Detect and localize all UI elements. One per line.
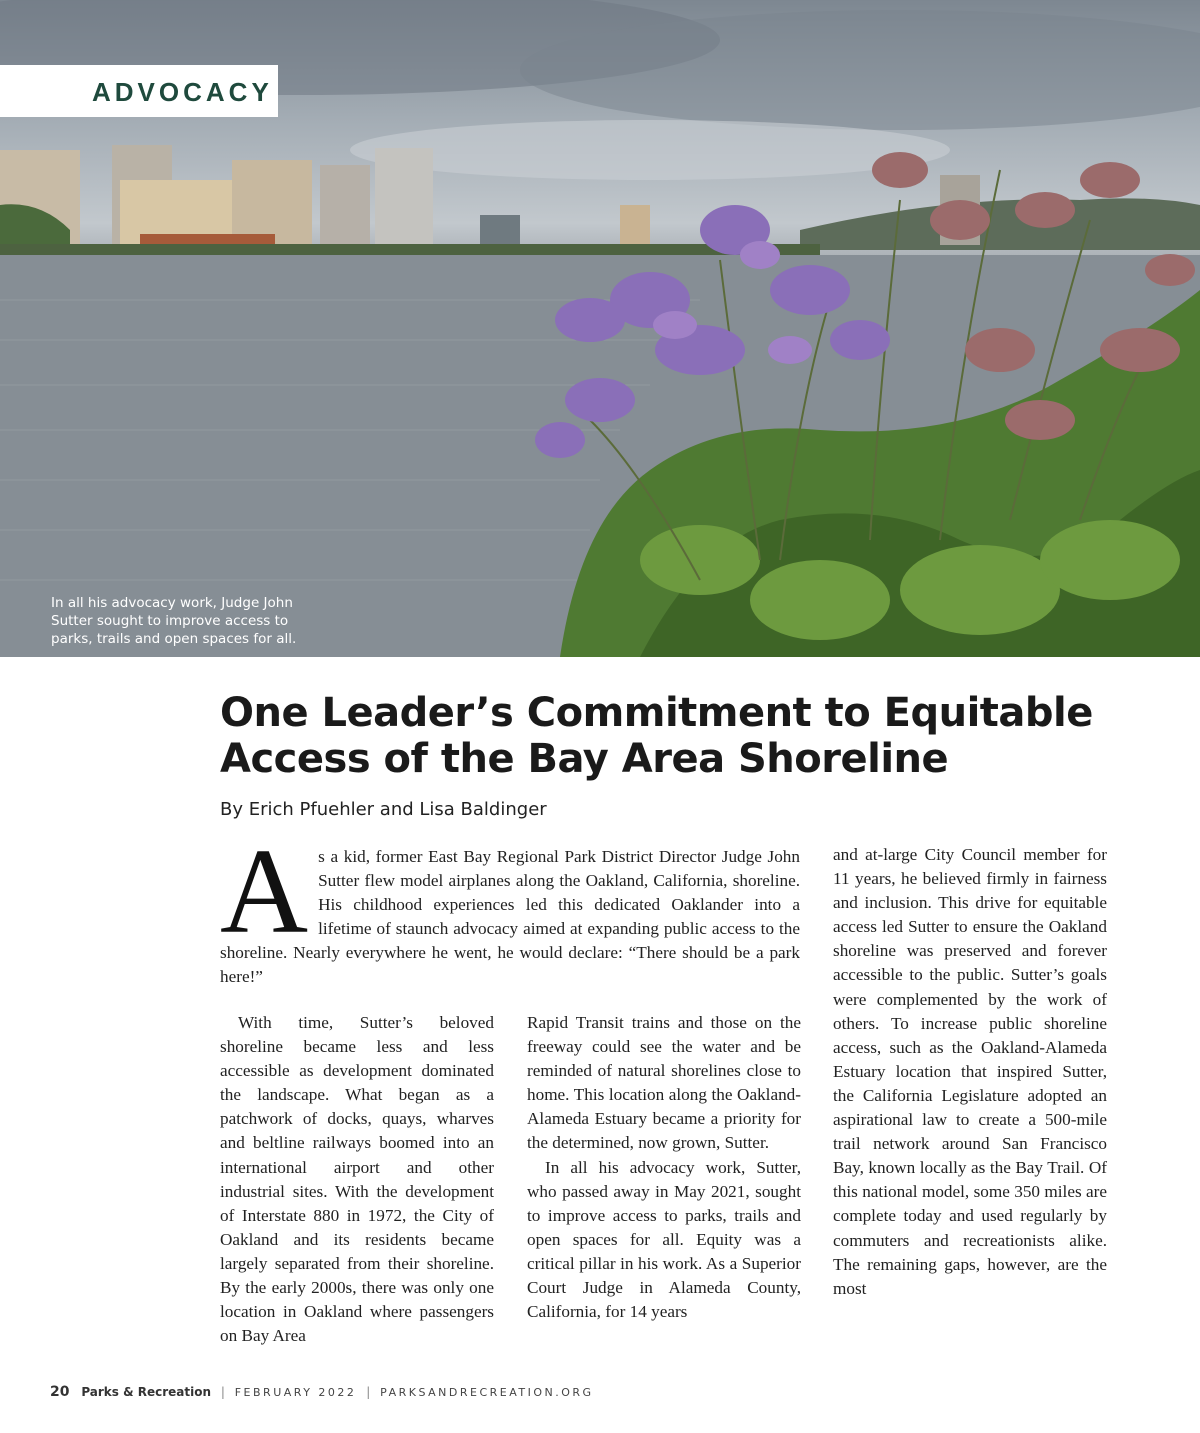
section-tag [0,65,278,117]
body-paragraph: and at-large City Council member for 11 years, he believed firmly in fairness and inclusion. This drive for equitable access led Sutter to ensure the Oakland shoreline was preserved and forever accessible to the public. Sutter’s goals were complemented by the work of others. To increase public shoreline access, such as the Oakland-Alameda Estuary location that inspired Sutter, the California Legislature adopted an aspirational law to create a 500-mile trail network around San Francisco Bay, known locally as the Bay Trail. Of this national model, some 350 miles are complete today and used regularly by commuters and recreationists alike. The remaining gaps, however, are the most [833,845,1107,1298]
issue-date: FEBRUARY 2022 [234,1386,357,1399]
body-column-1 [220,1011,494,1348]
drop-cap: A [220,824,309,959]
publication-name: Parks & Recreation [81,1385,212,1399]
body-column-2 [527,1011,801,1324]
website-link[interactable]: PARKSANDRECREATION.ORG [380,1386,594,1399]
body-paragraph: In all his advocacy work, Sutter, who passed away in May 2021, sought to improve access to parks, trails and open spaces for all. Equity was a critical pillar in his work. As a Superior Court Judge in Alameda County, California, for 14 years [527,1157,801,1322]
article-byline: By Erich Pfuehler and Lisa Baldinger [220,799,547,820]
body-paragraph: Rapid Transit trains and those on the freeway could see the water and be reminded of natural shorelines close to home. This location along the Oakland-Alameda Estuary became a priority for the determined, now grown, Sutter. [527,1013,801,1153]
section-tag-label: ADVOCACY [92,77,273,107]
article-headline: One Leader’s Commitment to Equitable Access of the Bay Area Shoreline [220,690,1093,782]
page-footer [50,1384,594,1400]
photo-caption: In all his advocacy work, Judge John Sutter sought to improve access to parks, trails and open spaces for all. [51,595,297,647]
body-paragraph: With time, Sutter’s beloved shoreline became less and less accessible as development dominated the landscape. What began as a patchwork of docks, quays, wharves and beltline railways boomed into an international airport and other industrial sites. With the development of Interstate 880 in 1972, the City of Oakland and its residents became largely separated from their shoreline. By the early 2000s, there was only one location in Oakland where passengers on Bay Area [220,1013,494,1346]
lead-paragraph [220,824,800,989]
lead-text: s a kid, former East Bay Regional Park District Director Judge John Sutter flew model airplanes along the Oakland, California, shoreline. His childhood experiences led this dedicated Oaklander into a lifetime of staunch advocacy aimed at expanding public access to the shoreline. Nearly everywhere he went, he would declare: “There should be a park here!” [220,847,800,986]
footer-separator: | [220,1385,225,1399]
page-number: 20 [50,1384,70,1400]
body-column-3 [833,843,1107,1301]
footer-separator: | [366,1385,371,1399]
